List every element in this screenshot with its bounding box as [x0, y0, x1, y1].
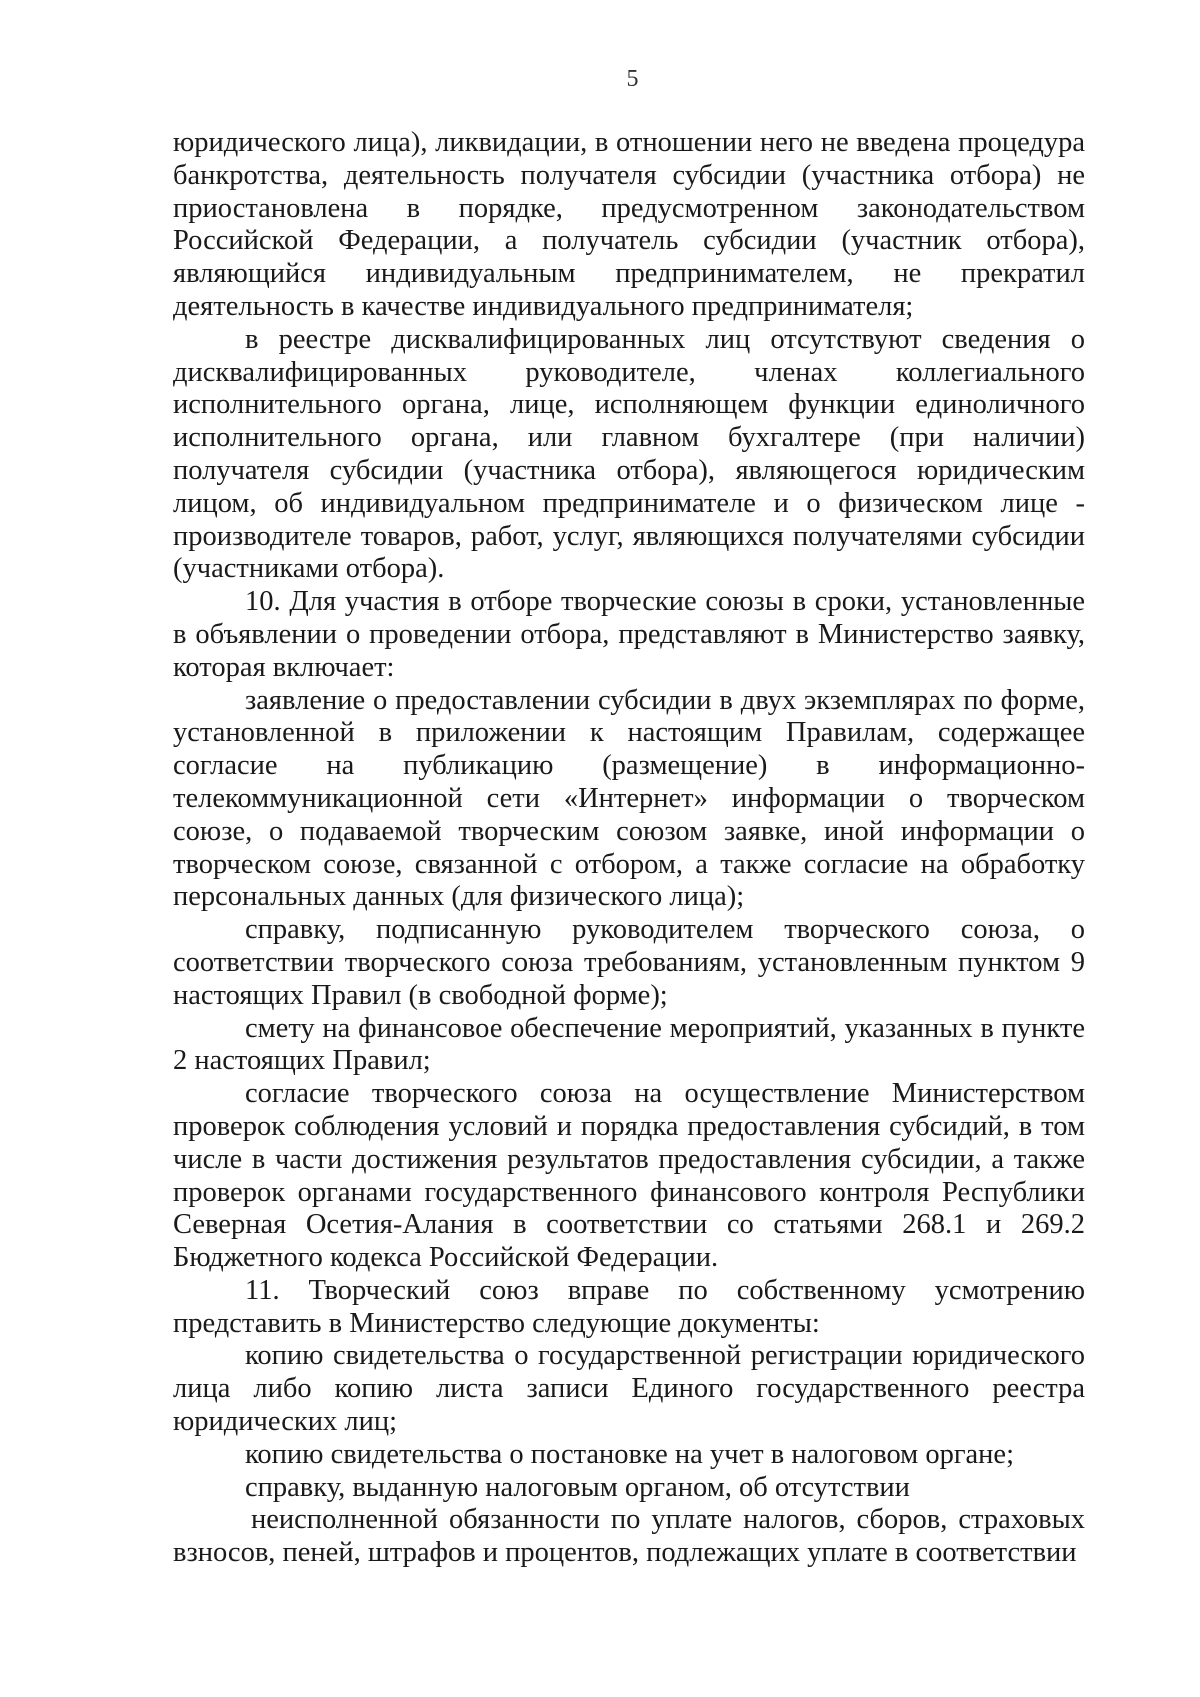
- paragraph-disqualified-registry: в реестре дисквалифицированных лиц отсутствуют сведения о дисквалифицированных руководителе, членах коллегиального исполнительного органа, лице, исполняющем функции единоличного исполнительного органа, или главном бухгалтере (при наличии) получателя субсидии (участника отбора), являющегося юридическим лицом, об индивидуальном предпринимателе и о физическом лице - производителе товаров, работ, услуг, являющихся получателями субсидии (участниками отбора).: [173, 323, 1085, 585]
- paragraph-tax-registration-copy: копию свидетельства о постановке на учет в налоговом органе;: [245, 1438, 1014, 1470]
- paragraph-application-statement: заявление о предоставлении субсидии в двух экземплярах по форме, установленной в приложении к настоящим Правилам, содержащее согласие на публикацию (размещение) в информационно-телекоммуникационной сети «Интернет» информации о творческом союзе, о подаваемой творческим союзом заявке, иной информации о творческом союзе, связанной с отбором, а также согласие на обработку персональных данных (для физического лица);: [173, 684, 1085, 913]
- paragraph-registration-copy: копию свидетельства о государственной регистрации юридического лица либо копию листа записи Единого государственного реестра юридических лиц;: [173, 1340, 1085, 1438]
- paragraph-clause-11: 11. Творческий союз вправе по собственному усмотрению представить в Министерство следующие документы:: [173, 1274, 1085, 1339]
- paragraph-unfulfilled-obligation: неисполненной обязанности по уплате налогов, сборов, страховых взносов, пеней, штрафов и процентов, подлежащих уплате в соответствии: [173, 1504, 1085, 1569]
- paragraph-certificate-compliance: справку, подписанную руководителем творческого союза, о соответствии творческого союза требованиям, установленным пунктом 9 настоящих Правил (в свободной форме);: [173, 914, 1085, 1011]
- document-body: [173, 127, 1085, 1570]
- paragraph-estimate: смету на финансовое обеспечение мероприятий, указанных в пункте 2 настоящих Правил;: [173, 1012, 1085, 1077]
- paragraph-consent-inspections: согласие творческого союза на осуществление Министерством проверок соблюдения условий и порядка предоставления субсидий, в том числе в части достижения результатов предоставления субсидии, а также проверок органами государственного финансового контроля Республики Северная Осетия-Алания в соответствии со статьями 268.1 и 269.2 Бюджетного кодекса Российской Федерации.: [173, 1078, 1085, 1274]
- paragraph-continuation: юридического лица), ликвидации, в отношении него не введена процедура банкротства, деятельность получателя субсидии (участника отбора) не приостановлена в порядке, предусмотренном законодательством Российской Федерации, а получатель субсидии (участник отбора), являющийся индивидуальным предпринимателем, не прекратил деятельность в качестве индивидуального предпринимателя;: [173, 127, 1085, 322]
- page-number: 5: [626, 66, 639, 92]
- paragraph-tax-certificate: справку, выданную налоговым органом, об отсутствии: [245, 1471, 910, 1503]
- paragraph-clause-10: 10. Для участия в отборе творческие союзы в сроки, установленные в объявлении о проведении отбора, представляют в Министерство заявку, которая включает:: [173, 586, 1085, 683]
